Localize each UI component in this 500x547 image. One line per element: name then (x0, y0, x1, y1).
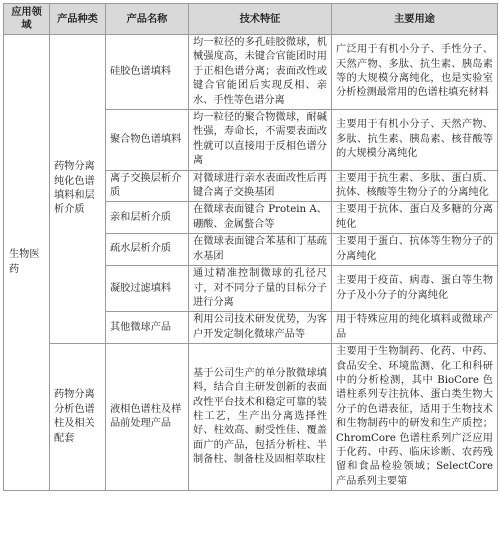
tech-feature-cell: 通过精准控制微球的孔径尺寸，对不同分子量的目标分子进行分离 (189, 266, 332, 312)
header-product-name: 产品名称 (106, 4, 189, 35)
main-use-cell: 主要用于生物制药、化药、中药、食品安全、环境监测、化工和科研中的分析检测，其中 BioCore 色谱柱系列专注抗体、蛋白类生物大分子的色谱表征，适用于生物技术和生物制药中的研发和生产质控；ChromCore 色谱柱系列广泛应用于化药、中药、临床诊断、农药残留和食品检验领域；SelectCore 产品系列主要第 (332, 344, 498, 491)
product-name-cell: 亲和层析介质 (106, 202, 189, 234)
category-cell: 药物分离纯化色谱填料和层析介质 (50, 35, 106, 344)
tech-feature-cell: 利用公司技术研发优势，为客户开发定制化微球产品等 (189, 312, 332, 344)
tech-feature-cell: 基于公司生产的单分散微球填料，结合自主研发创新的表面改性平台技术和稳定可靠的装柱工艺，生产出分离选择性好、柱效高、耐受性佳、覆盖面广的产品，包括分析柱、半制备柱、制备柱及固相萃取柱 (189, 344, 332, 491)
product-name-cell: 疏水层析介质 (106, 234, 189, 266)
product-name-cell: 离子交换层析介质 (106, 170, 189, 202)
tech-feature-cell: 均一粒径的多孔硅胶微球，机械强度高，未键合官能团时用于正相色谱分离；表面改性或键合官能团后实现反相、亲水、手性等色谱分离 (189, 35, 332, 110)
product-name-cell: 其他微球产品 (106, 312, 189, 344)
table-row (4, 344, 498, 491)
product-table (3, 3, 498, 491)
header-tech-feature: 技术特征 (189, 4, 332, 35)
header-category: 产品种类 (50, 4, 106, 35)
table-row (4, 35, 498, 110)
tech-feature-cell: 均一粒径的聚合物微球，耐碱性强，寿命长，不需要表面改性就可以直接用于反相色谱分离 (189, 110, 332, 171)
main-use-cell: 主要用于有机小分子、天然产物、多肽、抗生素、胰岛素、核苷酸等的大规模分离纯化 (332, 110, 498, 171)
header-domain: 应用领域 (4, 4, 50, 35)
table-header-row (4, 4, 498, 35)
product-name-cell: 聚合物色谱填料 (106, 110, 189, 171)
tech-feature-cell: 对微球进行亲水表面改性后再键合离子交换基团 (189, 170, 332, 202)
main-use-cell: 主要用于疫苗、病毒、蛋白等生物分子及小分子的分离纯化 (332, 266, 498, 312)
tech-feature-cell: 在微球表面键合 Protein A、硼酸、金属螯合等 (189, 202, 332, 234)
header-main-use: 主要用途 (332, 4, 498, 35)
main-use-cell: 主要用于抗生素、多肽、蛋白质、抗体、核酸等生物分子的分离纯化 (332, 170, 498, 202)
product-name-cell: 液相色谱柱及样品前处理产品 (106, 344, 189, 491)
main-use-cell: 广泛用于有机小分子、手性分子、天然产物、多肽、抗生素、胰岛素等的大规模分离纯化，也是实验室分析检测最常用的色谱柱填充材料 (332, 35, 498, 110)
main-use-cell: 主要用于蛋白、抗体等生物分子的分离纯化 (332, 234, 498, 266)
category-cell: 药物分离分析色谱柱及相关配套 (50, 344, 106, 491)
product-name-cell: 凝胶过滤填料 (106, 266, 189, 312)
tech-feature-cell: 在微球表面键合苯基和丁基疏水基团 (189, 234, 332, 266)
main-use-cell: 主要用于抗体、蛋白及多糖的分离纯化 (332, 202, 498, 234)
main-use-cell: 用于特殊应用的纯化填料或微球产品 (332, 312, 498, 344)
domain-cell: 生物医药 (4, 35, 50, 491)
product-name-cell: 硅胶色谱填料 (106, 35, 189, 110)
